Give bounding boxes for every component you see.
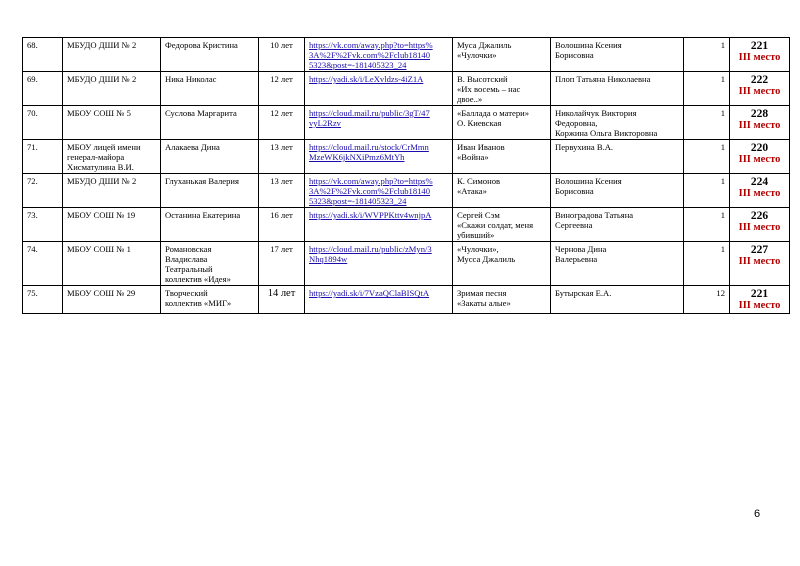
school-cell bbox=[63, 38, 161, 72]
video-link[interactable] bbox=[309, 74, 448, 84]
video-link[interactable] bbox=[309, 210, 448, 220]
teacher-cell-line: Борисовна bbox=[555, 186, 594, 196]
teacher-cell bbox=[551, 38, 684, 72]
page-number: 6 bbox=[754, 508, 761, 520]
table-row bbox=[23, 174, 790, 208]
participant-cell bbox=[161, 242, 259, 286]
teacher-cell-line: Коржина Ольга Викторовна bbox=[555, 128, 658, 138]
teacher-cell bbox=[551, 140, 684, 174]
teacher-cell-line: Бутырская Е.А. bbox=[555, 288, 612, 298]
video-link-line[interactable]: https://cloud.mail.ru/public/zMyn/3 bbox=[309, 244, 432, 254]
count-cell: 1 bbox=[684, 208, 730, 242]
link-cell bbox=[305, 38, 453, 72]
school-cell bbox=[63, 106, 161, 140]
work-cell bbox=[453, 208, 551, 242]
school-cell-line: МБОУ СОШ № 19 bbox=[67, 210, 136, 220]
teacher-cell-line: Федоровна, bbox=[555, 118, 598, 128]
participant-cell bbox=[161, 174, 259, 208]
age-cell: 10 лет bbox=[259, 38, 305, 72]
work-cell-line: «Баллада о матери» bbox=[457, 108, 530, 118]
school-cell-line: МБУДО ДШИ № 2 bbox=[67, 74, 137, 84]
video-link-line[interactable]: vyL2Rzv bbox=[309, 118, 341, 128]
participant-cell-line: Творческий bbox=[165, 288, 208, 298]
video-link-line[interactable]: 3A%2F%2Fvk.com%2Fclub18140 bbox=[309, 186, 431, 196]
school-cell bbox=[63, 140, 161, 174]
participant-cell bbox=[161, 38, 259, 72]
result-cell bbox=[730, 72, 790, 106]
video-link[interactable] bbox=[309, 40, 448, 70]
teacher-cell-line: Волошина Ксения bbox=[555, 40, 622, 50]
school-cell-line: Хисматулина В.И. bbox=[67, 162, 134, 172]
age-cell: 13 лет bbox=[259, 174, 305, 208]
video-link[interactable] bbox=[309, 288, 448, 298]
video-link-line[interactable]: 5323&post=-181405323_24 bbox=[309, 196, 407, 206]
row-number: 75. bbox=[23, 286, 63, 314]
participant-cell-line: Ника Николас bbox=[165, 74, 217, 84]
place-label: III место bbox=[738, 188, 781, 199]
teacher-cell-line: Чернова Дина bbox=[555, 244, 607, 254]
work-cell-line: Сергей Сэм bbox=[457, 210, 500, 220]
link-cell bbox=[305, 242, 453, 286]
teacher-cell-line: Волошина Ксения bbox=[555, 176, 622, 186]
teacher-cell-line: Николайчук Виктория bbox=[555, 108, 637, 118]
school-cell bbox=[63, 174, 161, 208]
age-cell: 12 лет bbox=[259, 72, 305, 106]
school-cell-line: МБОУ СОШ № 5 bbox=[67, 108, 131, 118]
table-row bbox=[23, 38, 790, 72]
work-cell bbox=[453, 286, 551, 314]
teacher-cell-line: Плоп Татьяна Николаевна bbox=[555, 74, 651, 84]
video-link-line[interactable]: https://yadi.sk/i/LeXvldzs-4iZ1A bbox=[309, 74, 424, 84]
row-number: 73. bbox=[23, 208, 63, 242]
work-cell-line: О. Киевская bbox=[457, 118, 502, 128]
count-cell: 1 bbox=[684, 242, 730, 286]
video-link-line[interactable]: MzeWK6jkNXiPmz6MtYh bbox=[309, 152, 405, 162]
score-value: 227 bbox=[750, 244, 769, 256]
age-cell: 14 лет bbox=[259, 286, 305, 314]
video-link-line[interactable]: 3A%2F%2Fvk.com%2Fclub18140 bbox=[309, 50, 431, 60]
row-number: 74. bbox=[23, 242, 63, 286]
row-number: 69. bbox=[23, 72, 63, 106]
work-cell bbox=[453, 140, 551, 174]
teacher-cell-line: Виноградова Татьяна bbox=[555, 210, 634, 220]
participant-cell-line: Глуханькая Валерия bbox=[165, 176, 239, 186]
school-cell-line: МБУДО ДШИ № 2 bbox=[67, 176, 137, 186]
work-cell-line: «Их восемь – нас bbox=[457, 84, 521, 94]
school-cell-line: МБОУ СОШ № 1 bbox=[67, 244, 131, 254]
work-cell bbox=[453, 174, 551, 208]
table-row bbox=[23, 72, 790, 106]
score-value: 226 bbox=[750, 210, 769, 222]
work-cell-line: «Война» bbox=[457, 152, 489, 162]
teacher-cell bbox=[551, 242, 684, 286]
work-cell-line: К. Симонов bbox=[457, 176, 501, 186]
table-body bbox=[23, 38, 790, 314]
work-cell-line: «Чулочки», bbox=[457, 244, 499, 254]
table-row bbox=[23, 208, 790, 242]
score-value: 221 bbox=[750, 40, 769, 52]
link-cell bbox=[305, 208, 453, 242]
video-link[interactable] bbox=[309, 244, 448, 264]
score-value: 222 bbox=[750, 74, 769, 86]
participant-cell-line: Владислава bbox=[165, 254, 208, 264]
score-value: 224 bbox=[750, 176, 769, 188]
place-label: III место bbox=[738, 86, 781, 97]
work-cell bbox=[453, 72, 551, 106]
school-cell-line: МБОУ СОШ № 29 bbox=[67, 288, 136, 298]
participant-cell bbox=[161, 208, 259, 242]
participant-cell-line: коллектив «Идея» bbox=[165, 274, 231, 284]
place-label: III место bbox=[738, 154, 781, 165]
video-link[interactable] bbox=[309, 176, 448, 206]
participant-cell bbox=[161, 286, 259, 314]
link-cell bbox=[305, 140, 453, 174]
count-cell: 12 bbox=[684, 286, 730, 314]
teacher-cell-line: Первухина В.А. bbox=[555, 142, 614, 152]
age-cell: 17 лет bbox=[259, 242, 305, 286]
work-cell bbox=[453, 38, 551, 72]
video-link[interactable] bbox=[309, 142, 448, 162]
score-value: 228 bbox=[750, 108, 769, 120]
count-cell: 1 bbox=[684, 174, 730, 208]
result-cell bbox=[730, 140, 790, 174]
video-link-line[interactable]: 5323&post=-181405323_24 bbox=[309, 60, 407, 70]
work-cell bbox=[453, 242, 551, 286]
count-cell: 1 bbox=[684, 72, 730, 106]
video-link-line[interactable]: https://yadi.sk/i/7VzaQClaBISQtA bbox=[309, 288, 430, 298]
work-cell-line: Иван Иванов bbox=[457, 142, 505, 152]
row-number: 72. bbox=[23, 174, 63, 208]
table-row bbox=[23, 140, 790, 174]
teacher-cell bbox=[551, 208, 684, 242]
video-link-line[interactable]: https://vk.com/away.php?to=https% bbox=[309, 40, 433, 50]
age-cell: 16 лет bbox=[259, 208, 305, 242]
row-number: 71. bbox=[23, 140, 63, 174]
participant-cell-line: Федорова Кристина bbox=[165, 40, 238, 50]
table-row bbox=[23, 106, 790, 140]
result-cell bbox=[730, 208, 790, 242]
work-cell-line: «Чулочки» bbox=[457, 50, 497, 60]
results-table bbox=[22, 37, 790, 314]
place-label: III место bbox=[738, 222, 781, 233]
work-cell-line: Зримая песня bbox=[457, 288, 507, 298]
teacher-cell bbox=[551, 286, 684, 314]
video-link[interactable] bbox=[309, 108, 448, 128]
table-row bbox=[23, 242, 790, 286]
count-cell: 1 bbox=[684, 140, 730, 174]
school-cell bbox=[63, 286, 161, 314]
place-label: III место bbox=[738, 256, 781, 267]
teacher-cell bbox=[551, 174, 684, 208]
participant-cell-line: коллектив «МИГ» bbox=[165, 298, 232, 308]
link-cell bbox=[305, 174, 453, 208]
link-cell bbox=[305, 286, 453, 314]
teacher-cell-line: Сергеевна bbox=[555, 220, 593, 230]
place-label: III место bbox=[738, 52, 781, 63]
row-number: 70. bbox=[23, 106, 63, 140]
participant-cell-line: Суслова Маргарита bbox=[165, 108, 237, 118]
count-cell: 1 bbox=[684, 106, 730, 140]
table-row bbox=[23, 286, 790, 314]
result-cell bbox=[730, 38, 790, 72]
video-link-line[interactable]: https://cloud.mail.ru/public/3gT/47 bbox=[309, 108, 430, 118]
count-cell: 1 bbox=[684, 38, 730, 72]
work-cell-line: двое..» bbox=[457, 94, 483, 104]
participant-cell-line: Театральный bbox=[165, 264, 213, 274]
school-cell-line: МБУДО ДШИ № 2 bbox=[67, 40, 137, 50]
participant-cell bbox=[161, 106, 259, 140]
work-cell-line: «Скажи солдат, меня bbox=[457, 220, 534, 230]
result-cell bbox=[730, 174, 790, 208]
work-cell-line: Муса Джалиль bbox=[457, 40, 512, 50]
teacher-cell-line: Борисовна bbox=[555, 50, 594, 60]
video-link-line[interactable]: https://yadi.sk/i/WVPPKttv4wnjpA bbox=[309, 210, 432, 220]
score-value: 220 bbox=[750, 142, 769, 154]
result-cell bbox=[730, 242, 790, 286]
school-cell-line: МБОУ лицей имени bbox=[67, 142, 141, 152]
link-cell bbox=[305, 106, 453, 140]
video-link-line[interactable]: https://vk.com/away.php?to=https% bbox=[309, 176, 433, 186]
link-cell bbox=[305, 72, 453, 106]
work-cell-line: «Закаты алые» bbox=[457, 298, 511, 308]
row-number: 68. bbox=[23, 38, 63, 72]
place-label: III место bbox=[738, 300, 781, 311]
work-cell bbox=[453, 106, 551, 140]
video-link-line[interactable]: https://cloud.mail.ru/stock/CrMmn bbox=[309, 142, 429, 152]
school-cell-line: генерал-майора bbox=[67, 152, 125, 162]
school-cell bbox=[63, 242, 161, 286]
school-cell bbox=[63, 208, 161, 242]
work-cell-line: В. Высотский bbox=[457, 74, 508, 84]
work-cell-line: убивший» bbox=[457, 230, 495, 240]
work-cell-line: «Атака» bbox=[457, 186, 487, 196]
age-cell: 12 лет bbox=[259, 106, 305, 140]
participant-cell bbox=[161, 140, 259, 174]
school-cell bbox=[63, 72, 161, 106]
age-cell: 13 лет bbox=[259, 140, 305, 174]
participant-cell-line: Романовская bbox=[165, 244, 212, 254]
participant-cell-line: Останина Екатерина bbox=[165, 210, 241, 220]
teacher-cell-line: Валерьевна bbox=[555, 254, 598, 264]
participant-cell-line: Алакаева Дина bbox=[165, 142, 220, 152]
teacher-cell bbox=[551, 106, 684, 140]
work-cell-line: Мусса Джалиль bbox=[457, 254, 516, 264]
teacher-cell bbox=[551, 72, 684, 106]
score-value: 221 bbox=[750, 288, 769, 300]
video-link-line[interactable]: Nhq1894w bbox=[309, 254, 348, 264]
result-cell bbox=[730, 106, 790, 140]
place-label: III место bbox=[738, 120, 781, 131]
participant-cell bbox=[161, 72, 259, 106]
result-cell bbox=[730, 286, 790, 314]
